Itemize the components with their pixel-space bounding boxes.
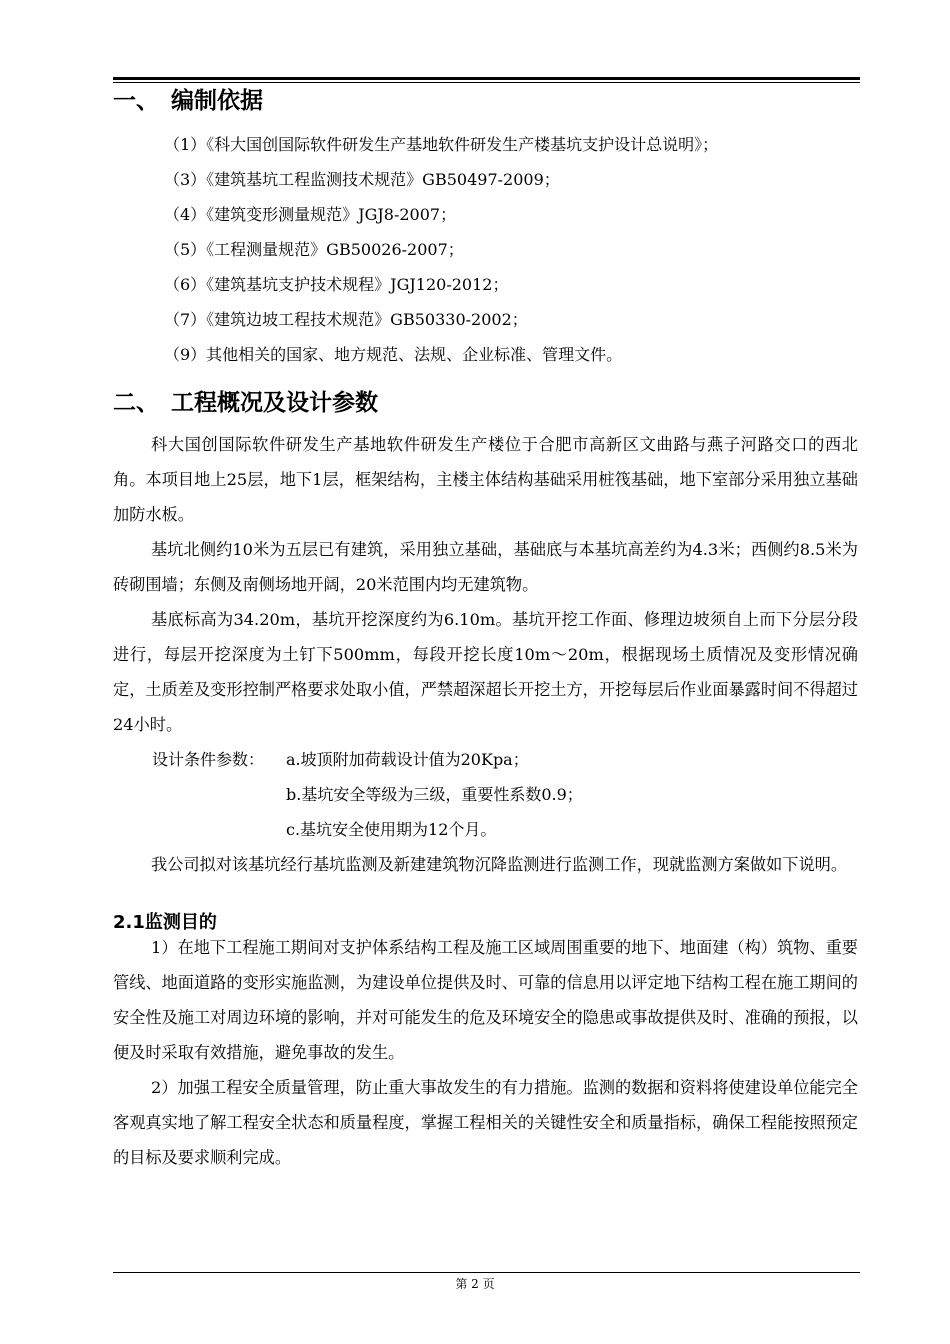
reference-item: （7）《建筑边坡工程技术规范》GB50330-2002； xyxy=(164,310,528,329)
section-2-title: 工程概况及设计参数 xyxy=(171,390,378,416)
design-parameter-b: b.基坑安全等级为三级，重要性系数0.9； xyxy=(286,785,583,804)
section-1-number: 一、 xyxy=(113,88,159,114)
reference-item: （5）《工程测量规范》GB50026-2007； xyxy=(164,240,464,259)
section-2-1-heading: 2.1监测目的 xyxy=(113,912,217,933)
overview-paragraph-2: 基坑北侧约10米为五层已有建筑，采用独立基础，基础底与本基坑高差约为4.3米；西侧约8.5米为砖砌围墙；东侧及南侧场地开阔，20米范围内均无建筑物。 xyxy=(113,540,858,594)
design-parameter-a: a.坡顶附加荷载设计值为20Kpa； xyxy=(286,750,529,769)
closing-paragraph: 我公司拟对该基坑经行基坑监测及新建建筑物沉降监测进行监测工作，现就监测方案做如下说明。 xyxy=(151,855,848,874)
design-parameters-label: 设计条件参数： xyxy=(152,750,265,769)
reference-list xyxy=(164,127,718,372)
reference-item: （9）其他相关的国家、地方规范、法规、企业标准、管理文件。 xyxy=(164,345,623,364)
reference-item: （3）《建筑基坑工程监测技术规范》GB50497-2009； xyxy=(164,170,560,189)
section-1-title: 编制依据 xyxy=(171,88,263,114)
reference-item: （6）《建筑基坑支护技术规程》JGJ120-2012； xyxy=(164,275,509,294)
reference-item: （4）《建筑变形测量规范》JGJ8-2007； xyxy=(164,205,457,224)
section-1-heading xyxy=(113,86,263,116)
header-rule xyxy=(113,77,860,83)
design-parameter-c: c.基坑安全使用期为12个月。 xyxy=(286,820,497,839)
reference-item: （1）《科大国创国际软件研发生产基地软件研发生产楼基坑支护设计总说明》； xyxy=(164,135,719,154)
overview-paragraph-3: 基底标高为34.20m，基坑开挖深度约为6.10m。基坑开挖工作面、修理边坡须自上而下分层分段进行，每层开挖深度为土钉下500mm，每段开挖长度10m～20m，根据现场土质情况及变形情况确定，土质差及变形控制严格要求处取小值，严禁超深超长开挖土方，开挖每层后作业面暴露时间不得超过24小时。 xyxy=(113,610,858,734)
page-number: 第 2 页 xyxy=(455,1277,495,1291)
purpose-paragraph-2: 2）加强工程安全质量管理，防止重大事故发生的有力措施。监测的数据和资料将使建设单位能完全客观真实地了解工程安全状态和质量程度，掌握工程相关的关键性安全和质量指标，确保工程能按照预定的目标及要求顺利完成。 xyxy=(113,1078,858,1167)
section-2-number: 二、 xyxy=(113,390,159,416)
section-2-heading xyxy=(113,388,378,418)
footer-rule xyxy=(113,1272,860,1273)
purpose-paragraph-1: 1）在地下工程施工期间对支护体系结构工程及施工区域周围重要的地下、地面建（构）筑物、重要管线、地面道路的变形实施监测，为建设单位提供及时、可靠的信息用以评定地下结构工程在施工期间的安全性及施工对周边环境的影响，并对可能发生的危及环境安全的隐患或事故提供及时、准确的预报，以便及时采取有效措施，避免事故的发生。 xyxy=(113,938,858,1062)
overview-paragraph-1: 科大国创国际软件研发生产基地软件研发生产楼位于合肥市高新区文曲路与燕子河路交口的西北角。本项目地上25层，地下1层，框架结构，主楼主体结构基础采用桩筏基础，地下室部分采用独立基础加防水板。 xyxy=(113,435,858,524)
